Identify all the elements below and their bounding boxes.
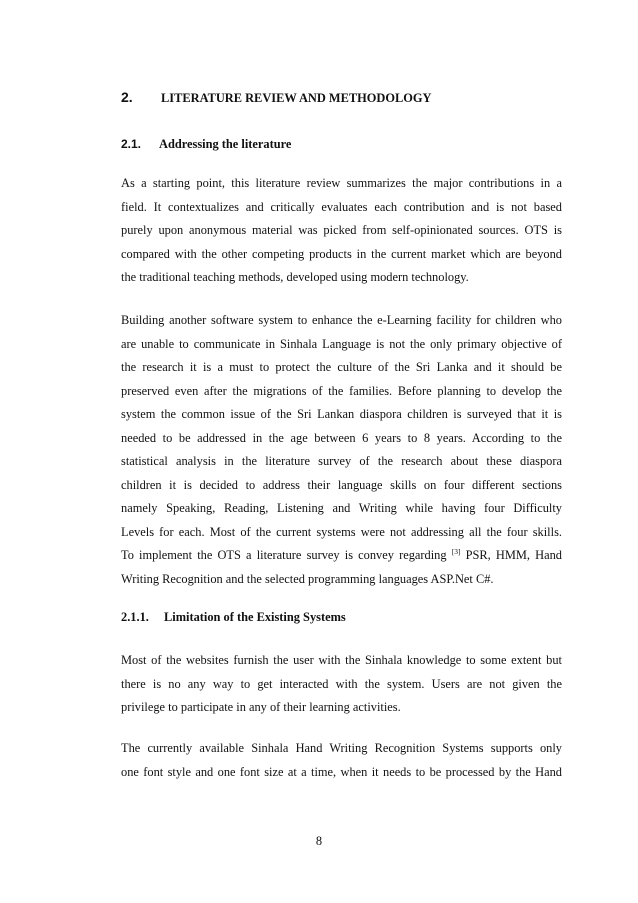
text-line: The currently available Sinhala Hand Writing Recognition Systems supports only: [121, 741, 562, 755]
text-line: children it is decided to address their language skills on four different sections: [121, 477, 562, 492]
subsubsection-heading: [121, 610, 346, 625]
section-number: 2.: [121, 89, 133, 105]
page-number: 8: [315, 834, 323, 848]
text-line: statistical analysis in the literature survey of the research about these diaspora: [121, 454, 562, 468]
subsection-heading: [121, 137, 291, 152]
text-line: As a starting point, this literature review summarizes the major contributions in a: [121, 176, 562, 190]
text-line: Levels for each. Most of the current systems were not addressing all the four skills.: [121, 524, 562, 539]
text-line: the traditional teaching methods, developed using modern technology.: [121, 270, 469, 284]
subsection-number: 2.1.: [121, 137, 142, 151]
text-line: namely Speaking, Reading, Listening and Writing while having four Difficulty: [121, 501, 562, 515]
text-line: there is no any way to get interacted with the system. Users are not given the: [121, 676, 562, 691]
text-line: system the common issue of the Sri Lankan diaspora children is surveyed that it is: [121, 407, 562, 421]
text-line: preserved even after the migrations of the families. Before planning to develop the: [121, 383, 562, 398]
text-line-with-citation: [121, 544, 562, 568]
text-line: field. It contextualizes and critically evaluates each contribution and is not based: [121, 199, 562, 214]
paragraph-limitations: [121, 649, 562, 720]
text-line: are unable to communicate in Sinhala Language is not the only primary objective of: [121, 336, 562, 351]
subsubsection-number: 2.1.1.: [121, 610, 149, 624]
text-line: Most of the websites furnish the user with the Sinhala knowledge to some extent but: [121, 653, 562, 667]
text-line: one font style and one font size at a time, when it needs to be processed by the Hand: [121, 764, 562, 779]
subsubsection-title: Limitation of the Existing Systems: [164, 610, 346, 624]
citation-line-after: PSR, HMM, Hand: [460, 548, 563, 562]
section-title: LITERATURE REVIEW AND METHODOLOGY: [161, 91, 432, 105]
text-line: purely upon anonymous material was picked from self-opinionated sources. OTS is: [121, 223, 562, 237]
paragraph-objectives: [121, 309, 562, 591]
text-line: Writing Recognition and the selected programming languages ASP.Net C#.: [121, 571, 494, 586]
paragraph-intro: [121, 172, 562, 290]
text-line: compared with the other competing products in the current market which are beyond: [121, 246, 562, 261]
citation-reference: [3]: [451, 546, 461, 556]
text-line: Building another software system to enhance the e-Learning facility for children who: [121, 313, 562, 327]
text-line: the research it is a must to protect the culture of the Sri Lanka and it should be: [121, 360, 562, 374]
citation-line-before: To implement the OTS a literature survey is convey regarding: [121, 548, 452, 562]
subsection-title: Addressing the literature: [159, 137, 292, 151]
text-line: privilege to participate in any of their learning activities.: [121, 700, 401, 714]
paragraph-handwriting: [121, 737, 562, 784]
text-line: needed to be addressed in the age between 6 years to 8 years. According to the: [121, 430, 562, 445]
section-heading: [121, 89, 431, 106]
